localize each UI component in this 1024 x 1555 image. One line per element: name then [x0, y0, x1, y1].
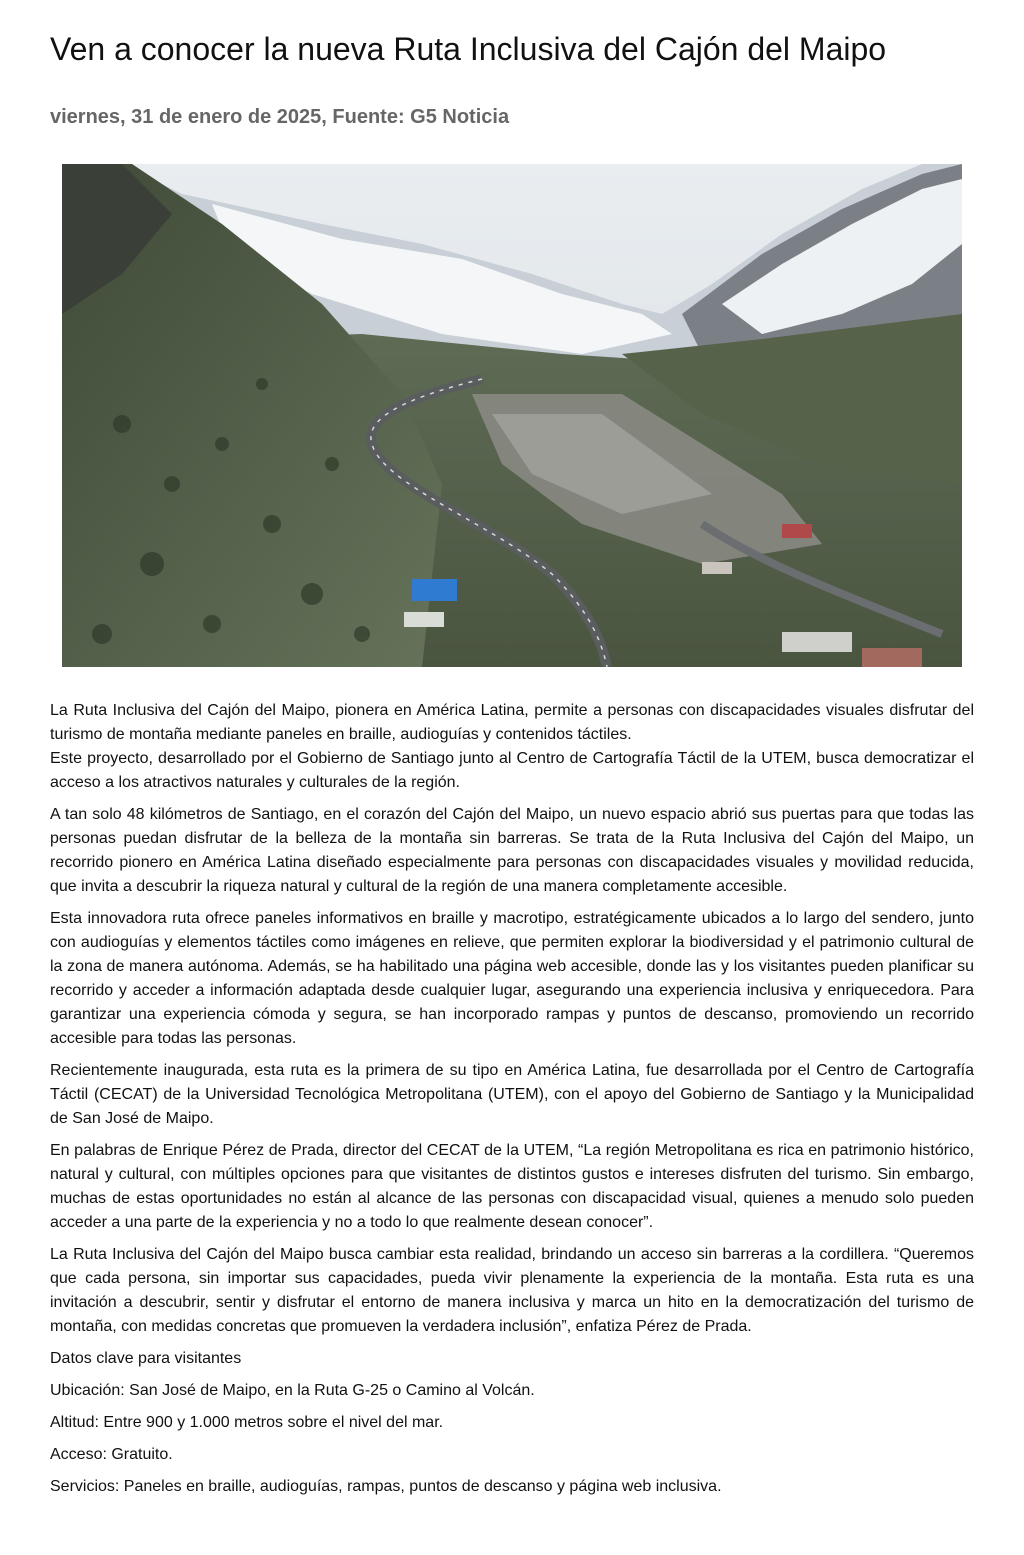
- key-fact-access: Acceso: Gratuito.: [50, 1446, 173, 1463]
- article-paragraph: Esta innovadora ruta ofrece paneles informativos en braille y macrotipo, estratégicamente ubicados a lo largo del sendero, junto con audioguías y elementos táctiles como imágenes en relieve, que permiten explorar la biodiversidad y el patrimonio cultural de la zona de manera autónoma. Además, se ha habilitado una página web accesible, donde las y los visitantes pueden planificar su recorrido y acceder a información adaptada desde cualquier lugar, asegurando una experiencia inclusiva y enriquecedora. Para garantizar una experiencia cómoda y segura, se han incorporado rampas y puntos de descanso, promoviendo un recorrido accesible para todas las personas.: [50, 910, 974, 1047]
- key-fact-services: Servicios: Paneles en braille, audioguías, rampas, puntos de descanso y página web inclusiva.: [50, 1478, 722, 1495]
- article-paragraph: A tan solo 48 kilómetros de Santiago, en el corazón del Cajón del Maipo, un nuevo espacio abrió sus puertas para que todas las personas puedan disfrutar de la belleza de la montaña sin barreras. Se trata de la Ruta Inclusiva del Cajón del Maipo, un recorrido pionero en América Latina diseñado especialmente para personas con discapacidades visuales y movilidad reducida, que invita a descubrir la riqueza natural y cultural de la región de una manera completamente accesible.: [50, 806, 974, 895]
- article-paragraph: Este proyecto, desarrollado por el Gobierno de Santiago junto al Centro de Cartografía Táctil de la UTEM, busca democratizar el acceso a los atractivos naturales y culturales de la región.: [50, 750, 974, 791]
- key-fact-location: Ubicación: San José de Maipo, en la Ruta G-25 o Camino al Volcán.: [50, 1382, 535, 1399]
- article-paragraph: Recientemente inaugurada, esta ruta es la primera de su tipo en América Latina, fue desarrollada por el Centro de Cartografía Táctil (CECAT) de la Universidad Tecnológica Metropolitana (UTEM), con el apoyo del Gobierno de Santiago y la Municipalidad de San José de Maipo.: [50, 1062, 974, 1127]
- article-date-source: viernes, 31 de enero de 2025, Fuente: G5 Noticia: [50, 106, 510, 128]
- article-photo: [62, 164, 962, 667]
- article-paragraph: En palabras de Enrique Pérez de Prada, director del CECAT de la UTEM, “La región Metropolitana es rica en patrimonio histórico, natural y cultural, con múltiples opciones para que visitantes de distintos gustos e intereses disfruten del turismo. Sin embargo, muchas de estas oportunidades no están al alcance de las personas con discapacidad visual, quienes a menudo solo pueden acceder a una parte de la experiencia y no a todo lo que realmente desean conocer”.: [50, 1142, 974, 1231]
- article-title: Ven a conocer la nueva Ruta Inclusiva del Cajón del Maipo: [50, 31, 887, 67]
- mountain-valley-image: [62, 164, 962, 667]
- article-body: [50, 699, 974, 1507]
- article-paragraph: La Ruta Inclusiva del Cajón del Maipo, pionera en América Latina, permite a personas con discapacidades visuales disfrutar del turismo de montaña mediante paneles en braille, audioguías y contenidos táctiles.: [50, 702, 974, 743]
- key-fact-altitude: Altitud: Entre 900 y 1.000 metros sobre el nivel del mar.: [50, 1414, 444, 1431]
- article-paragraph: La Ruta Inclusiva del Cajón del Maipo busca cambiar esta realidad, brindando un acceso sin barreras a la cordillera. “Queremos que cada persona, sin importar sus capacidades, pueda vivir plenamente la experiencia de la montaña. Esta ruta es una invitación a descubrir, sentir y disfrutar el entorno de manera inclusiva y marca un hito en la democratización del turismo de montaña, con medidas concretas que promueven la verdadera inclusión”, enfatiza Pérez de Prada.: [50, 1246, 974, 1335]
- key-facts-heading: Datos clave para visitantes: [50, 1350, 242, 1367]
